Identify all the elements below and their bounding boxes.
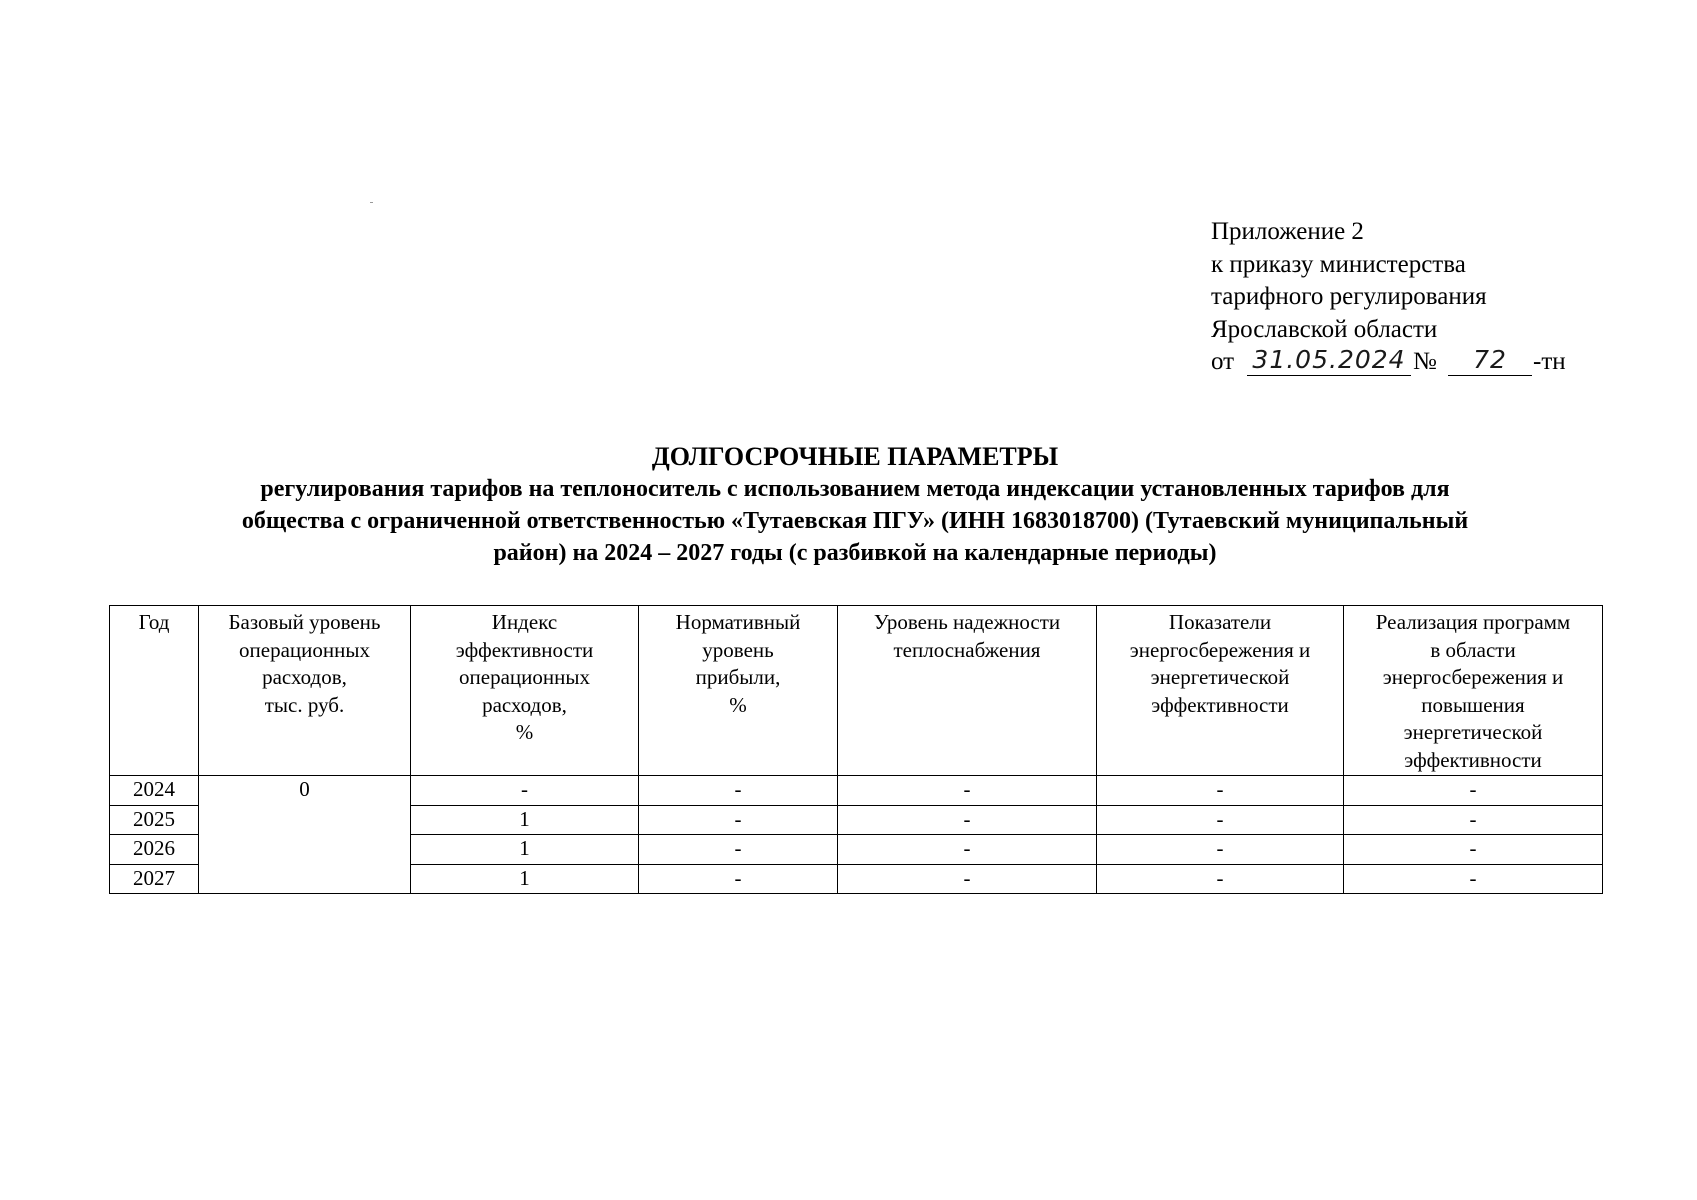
indicators-cell: - [1097,776,1344,806]
profit-cell: - [639,805,838,835]
appendix-line-4: Ярославской области [1211,315,1438,343]
index-cell: - [411,776,639,806]
order-number-suffix: -тн [1533,348,1566,375]
table-row [110,776,1603,806]
from-label: от [1211,348,1235,375]
order-number: 72 [1448,344,1532,376]
index-cell: 1 [411,864,639,894]
year-cell: 2026 [110,835,199,865]
profit-cell: - [639,864,838,894]
header-year: Год [110,606,199,776]
index-cell: 1 [411,805,639,835]
header-base-level: Базовый уровень операционных расходов, тыс. руб. [199,606,411,776]
programs-cell: - [1344,776,1603,806]
number-sign: № [1413,348,1437,375]
indicators-cell: - [1097,805,1344,835]
programs-cell: - [1344,864,1603,894]
header-normative-profit: Нормативный уровень прибыли, % [639,606,838,776]
header-energy-indicators: Показатели энергосбережения и энергетической эффективности [1097,606,1344,776]
profit-cell: - [639,776,838,806]
appendix-header [1211,216,1631,379]
indicators-cell: - [1097,864,1344,894]
programs-cell: - [1344,835,1603,865]
appendix-line-1: Приложение 2 [1211,218,1364,245]
year-cell: 2024 [110,776,199,806]
table-header-row [110,606,1603,776]
programs-cell: - [1344,805,1603,835]
order-date: 31.05.2024 [1247,344,1411,376]
document-title-block [110,441,1600,569]
index-cell: 1 [411,835,639,865]
reliability-cell: - [838,835,1097,865]
document-subtitle-line-1: регулирования тарифов на теплоноситель с использованием метода индексации установленных тарифов для [260,476,1450,502]
reliability-cell: - [838,864,1097,894]
reliability-cell: - [838,805,1097,835]
appendix-line-3: тарифного регулирования [1211,283,1487,310]
profit-cell: - [639,835,838,865]
document-title: ДОЛГОСРОЧНЫЕ ПАРАМЕТРЫ [651,442,1059,471]
year-cell: 2025 [110,805,199,835]
document-subtitle-line-3: район) на 2024 – 2027 годы (с разбивкой на календарные периоды) [493,540,1217,566]
reliability-cell: - [838,776,1097,806]
header-energy-programs: Реализация программ в области энергосбережения и повышения энергетической эффективности [1344,606,1603,776]
indicators-cell: - [1097,835,1344,865]
base-level-cell: 0 [199,776,411,894]
document-subtitle-line-2: общества с ограниченной ответственностью «Тутаевская ПГУ» (ИНН 1683018700) (Тутаевский муниципальный [241,508,1469,534]
scan-artifact [370,202,373,203]
parameters-table [109,605,1603,894]
appendix-line-2: к приказу министерства [1211,250,1466,278]
header-efficiency-index: Индекс эффективности операционных расходов, % [411,606,639,776]
year-cell: 2027 [110,864,199,894]
order-reference [1211,346,1631,379]
header-reliability: Уровень надежности теплоснабжения [838,606,1097,776]
